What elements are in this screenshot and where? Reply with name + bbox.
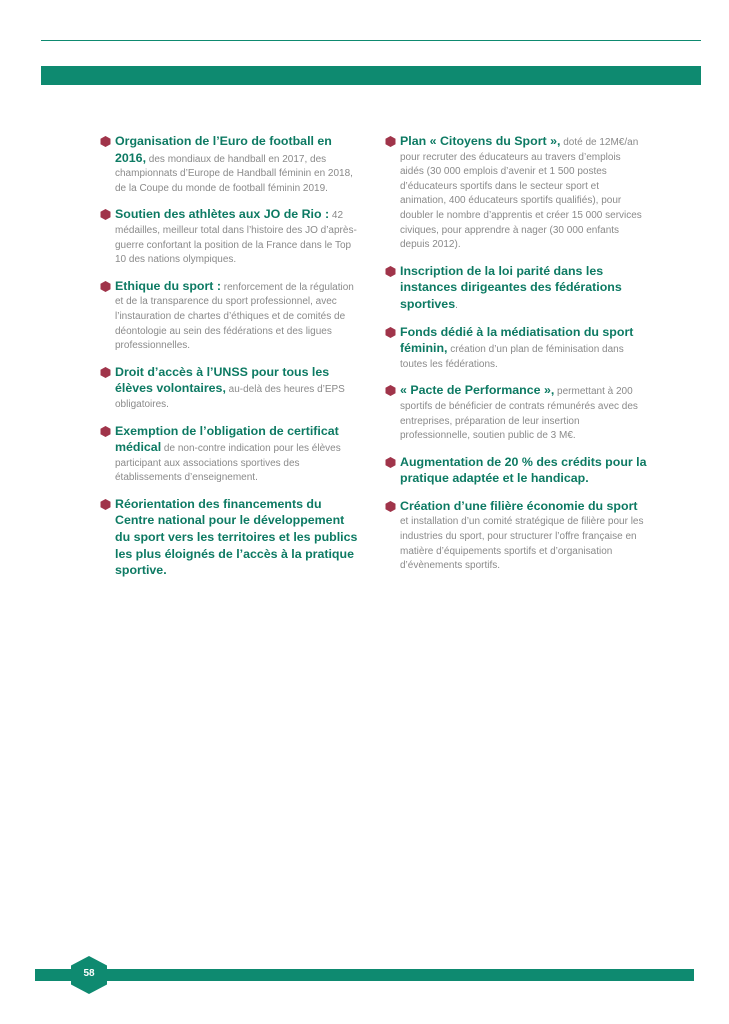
list-item — [100, 497, 362, 580]
hexagon-bullet-icon — [100, 281, 111, 292]
hexagon-bullet-icon — [385, 457, 396, 468]
list-item — [385, 455, 647, 488]
item-body: permettant à 200 sportifs de bénéficier de contrats rémunérés avec des entreprises, préparation de leur insertion professionnelle, soutien public de 3 M€. — [400, 386, 638, 442]
item-body: de non-contre indication pour les élèves participant aux associations sportives des établissements d’enseignement. — [115, 443, 341, 484]
list-item — [100, 134, 362, 196]
item-text — [400, 264, 647, 314]
item-body: au-delà des heures d’EPS obligatoires. — [115, 384, 345, 410]
item-highlight: Exemption de l’obligation de certificat médical — [115, 423, 339, 455]
hexagon-bullet-icon — [100, 426, 111, 437]
hexagon-bullet-icon — [385, 385, 396, 396]
item-text — [115, 424, 362, 486]
list-item — [385, 499, 647, 574]
hexagon-bullet-icon — [385, 501, 396, 512]
hexagon-bullet-icon — [385, 327, 396, 338]
hexagon-bullet-icon — [100, 499, 111, 510]
left-column — [100, 134, 362, 591]
item-text — [400, 134, 647, 253]
list-item — [385, 325, 647, 373]
item-highlight: Ethique du sport : — [115, 278, 221, 293]
item-body: des mondiaux de handball en 2017, des championnats d’Europe de Handball féminin en 2018, de la Coupe du monde de football féminin 2019. — [115, 153, 353, 194]
item-text — [115, 134, 362, 196]
item-text — [400, 325, 647, 373]
item-text — [115, 207, 362, 267]
item-body: et installation d’un comité stratégique de filière pour les industries du sport, pour structurer l’offre française en matière d’équipements sportifs et d’organisation d’évènements sportifs. — [400, 516, 644, 572]
hexagon-bullet-icon — [385, 266, 396, 277]
item-text — [400, 383, 647, 443]
item-body: 42 médailles, meilleur total dans l’histoire des JO d’après-guerre confortant la position de la France dans le Top 10 des nations olympiques. — [115, 210, 357, 266]
item-text — [115, 279, 362, 354]
item-highlight: Fonds dédié à la médiatisation du sport féminin, — [400, 324, 634, 356]
item-highlight: Plan « Citoyens du Sport », — [400, 134, 561, 148]
item-text — [115, 497, 362, 580]
item-body: renforcement de la régulation et de la transparence du sport professionnel, avec l’instauration de chartes d’éthiques et de comités de déontologie au sein des fédérations et des ligues professionnelles. — [115, 281, 354, 352]
item-highlight: Création d’une filière économie du sport — [400, 498, 638, 513]
item-highlight: Soutien des athlètes aux JO de Rio : — [115, 207, 330, 222]
item-highlight: « Pacte de Performance », — [400, 383, 555, 398]
item-highlight: Organisation de l’Euro de football en 2016, — [115, 134, 332, 165]
list-item — [100, 424, 362, 486]
list-item — [385, 264, 647, 314]
item-highlight: Droit d’accès à l’UNSS pour tous les élèves volontaires, — [115, 364, 330, 396]
item-body: . — [455, 299, 458, 311]
item-highlight: Augmentation de 20 % des crédits pour la pratique adaptée et le handicap. — [400, 454, 647, 486]
item-text — [115, 365, 362, 413]
page-number: 58 — [83, 968, 95, 979]
item-highlight: Réorientation des financements du Centre national pour le développement du sport vers les territoires et les publics les plus éloignés de l’accès à la pratique sportive. — [115, 496, 358, 578]
hexagon-bullet-icon — [100, 136, 111, 147]
item-body: création d’un plan de féminisation dans toutes les fédérations. — [400, 344, 624, 370]
list-item — [385, 134, 647, 253]
hexagon-bullet-icon — [385, 136, 396, 147]
item-highlight: Inscription de la loi parité dans les instances dirigeantes des fédérations sportives — [400, 263, 622, 311]
hexagon-bullet-icon — [100, 367, 111, 378]
list-item — [100, 365, 362, 413]
header-rule — [41, 40, 701, 41]
list-item — [385, 383, 647, 443]
header-band — [41, 66, 701, 85]
hexagon-bullet-icon — [100, 209, 111, 220]
list-item — [100, 279, 362, 354]
item-text — [400, 455, 647, 488]
item-body: doté de 12M€/an pour recruter des éducateurs au travers d’emplois aidés (30 000 emplois d’avenir et 1 500 postes d’éducateurs sportifs dans le secteur sport et animation, 400 éducateurs sportifs qualifiés), pour doubler le nombre d’apprentis et créer 15 000 services civiques, pour apprendre à nager (30 000 enfants depuis 2012). — [400, 137, 642, 251]
item-text — [400, 499, 647, 574]
footer-band — [35, 969, 694, 981]
right-column — [385, 134, 647, 585]
list-item — [100, 207, 362, 267]
